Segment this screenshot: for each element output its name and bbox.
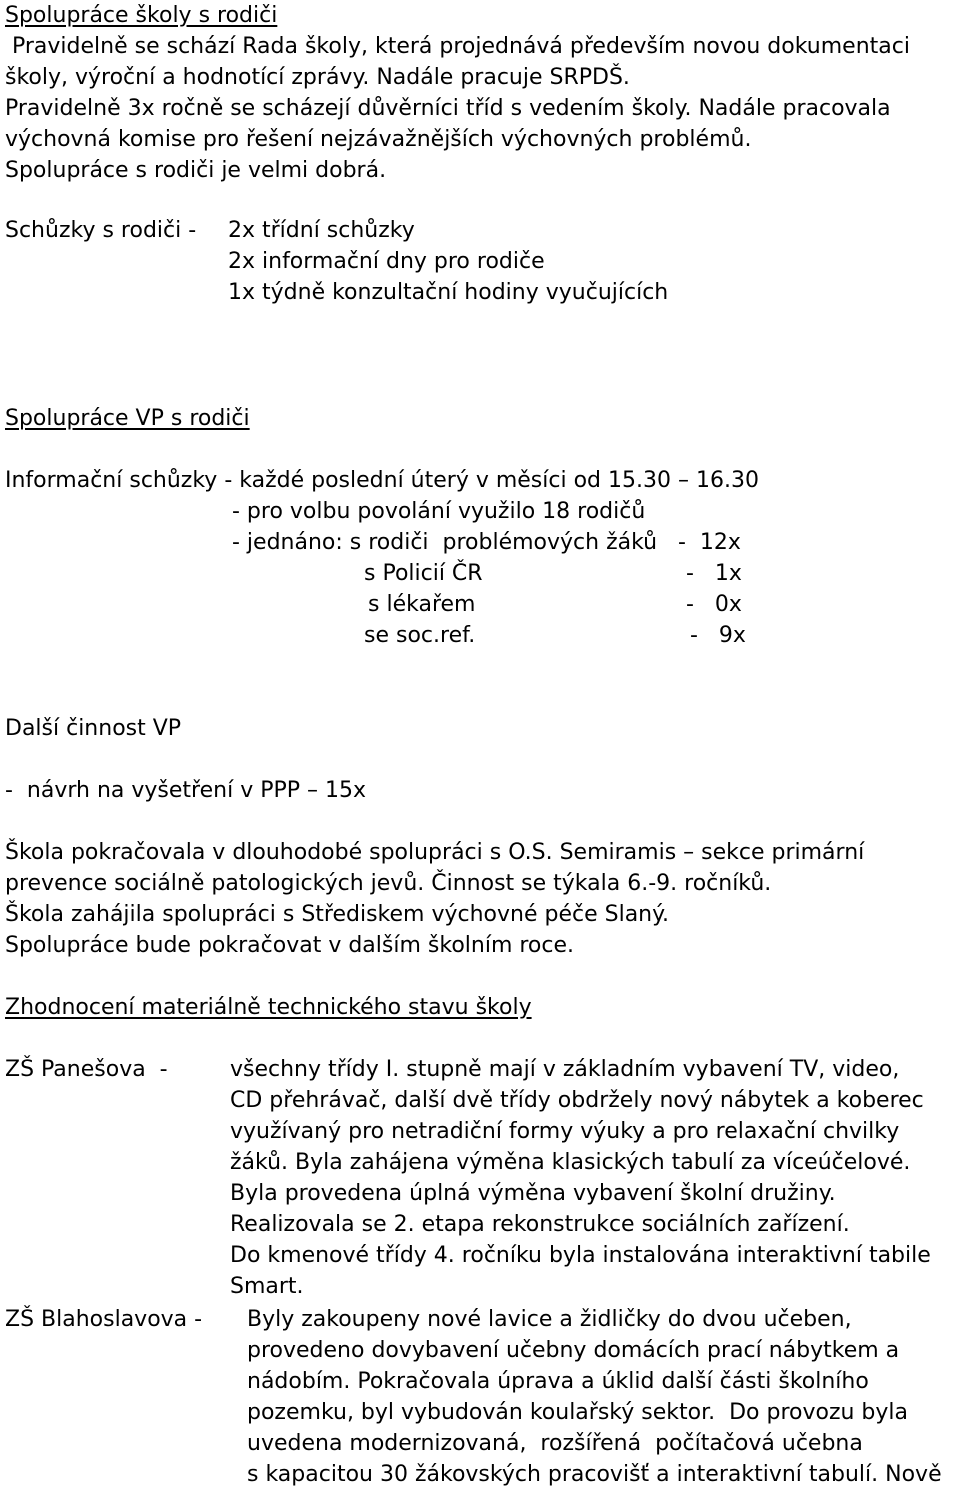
meetings-item: 2x informační dny pro rodiče bbox=[228, 249, 545, 274]
school-detail-line: nádobím. Pokračovala úprava a úklid další části školního bbox=[247, 1369, 869, 1394]
school-detail-line: provedeno dovybavení učebny domácích prací nábytkem a bbox=[247, 1338, 900, 1363]
school-detail-line: pozemku, byl vybudován koulařský sektor. Do provozu byla bbox=[247, 1400, 909, 1425]
meetings-label: Schůzky s rodiči - bbox=[5, 218, 197, 243]
info-meetings-line: Informační schůzky - každé poslední úterý v měsíci od 15.30 – 16.30 bbox=[5, 468, 759, 493]
school-detail-line: Realizovala se 2. etapa rekonstrukce sociálních zařízení. bbox=[230, 1212, 850, 1237]
dealt-row-label: s lékařem bbox=[368, 592, 476, 617]
paragraph-line: výchovná komise pro řešení nejzávažnějších výchovných problémů. bbox=[5, 127, 752, 152]
school-detail-line: Byly zakoupeny nové lavice a židličky do dvou učeben, bbox=[247, 1307, 852, 1332]
school-detail-line: Smart. bbox=[230, 1274, 304, 1299]
school-detail-line: CD přehrávač, další dvě třídy obdržely nový nábytek a koberec bbox=[230, 1088, 924, 1113]
school-detail-line: Byla provedena úplná výměna vybavení školní družiny. bbox=[230, 1181, 836, 1206]
school-name: ZŠ Blahoslavova - bbox=[5, 1307, 203, 1332]
paragraph-line: Škola pokračovala v dlouhodobé spolupráci s O.S. Semiramis – sekce primární bbox=[5, 840, 865, 865]
paragraph-line: Škola zahájila spolupráci s Střediskem výchovné péče Slaný. bbox=[5, 902, 669, 927]
paragraph-line: prevence sociálně patologických jevů. Činnost se týkala 6.-9. ročníků. bbox=[5, 871, 772, 896]
dealt-row-value: - 9x bbox=[690, 623, 746, 648]
school-detail-line: využívaný pro netradiční formy výuky a pro relaxační chvilky bbox=[230, 1119, 900, 1144]
dealt-row-value: - 0x bbox=[686, 592, 742, 617]
paragraph-line: Spolupráce s rodiči je velmi dobrá. bbox=[5, 158, 387, 183]
school-detail-line: Do kmenové třídy 4. ročníku byla instalována interaktivní tabile bbox=[230, 1243, 931, 1268]
meetings-item: 1x týdně konzultační hodiny vyučujících bbox=[228, 280, 669, 305]
dealt-row-label: s Policií ČR bbox=[364, 561, 483, 586]
school-detail-line: s kapacitou 30 žákovských pracovišť a interaktivní tabulí. Nově bbox=[247, 1462, 942, 1487]
activity-item: - návrh na vyšetření v PPP – 15x bbox=[5, 778, 367, 803]
school-detail-line: žáků. Byla zahájena výměna klasických tabulí za víceúčelové. bbox=[230, 1150, 911, 1175]
dealt-line: - jednáno: s rodiči problémových žáků bbox=[232, 530, 658, 555]
paragraph-line: školy, výroční a hodnotící zprávy. Nadále pracuje SRPDŠ. bbox=[5, 65, 630, 90]
meetings-item: 2x třídní schůzky bbox=[228, 218, 415, 243]
school-name: ZŠ Panešova - bbox=[5, 1057, 168, 1082]
dealt-value: - 12x bbox=[678, 530, 741, 555]
paragraph-line: Pravidelně 3x ročně se scházejí důvěrníci tříd s vedením školy. Nadále pracovala bbox=[5, 96, 891, 121]
dealt-row-label: se soc.ref. bbox=[364, 623, 476, 648]
paragraph-line: Spolupráce bude pokračovat v dalším školním roce. bbox=[5, 933, 575, 958]
dealt-row-value: - 1x bbox=[686, 561, 742, 586]
school-detail-line: uvedena modernizovaná, rozšířená počítačová učebna bbox=[247, 1431, 863, 1456]
career-line: - pro volbu povolání využilo 18 rodičů bbox=[232, 499, 646, 524]
section-heading: Zhodnocení materiálně technického stavu školy bbox=[5, 995, 532, 1020]
school-detail-line: všechny třídy I. stupně mají v základním vybavení TV, video, bbox=[230, 1057, 900, 1082]
section-heading: Spolupráce školy s rodiči bbox=[5, 3, 278, 28]
section-heading: Spolupráce VP s rodiči bbox=[5, 406, 250, 431]
section-heading: Další činnost VP bbox=[5, 716, 182, 741]
paragraph-line: Pravidelně se schází Rada školy, která projednává především novou dokumentaci bbox=[5, 34, 910, 59]
